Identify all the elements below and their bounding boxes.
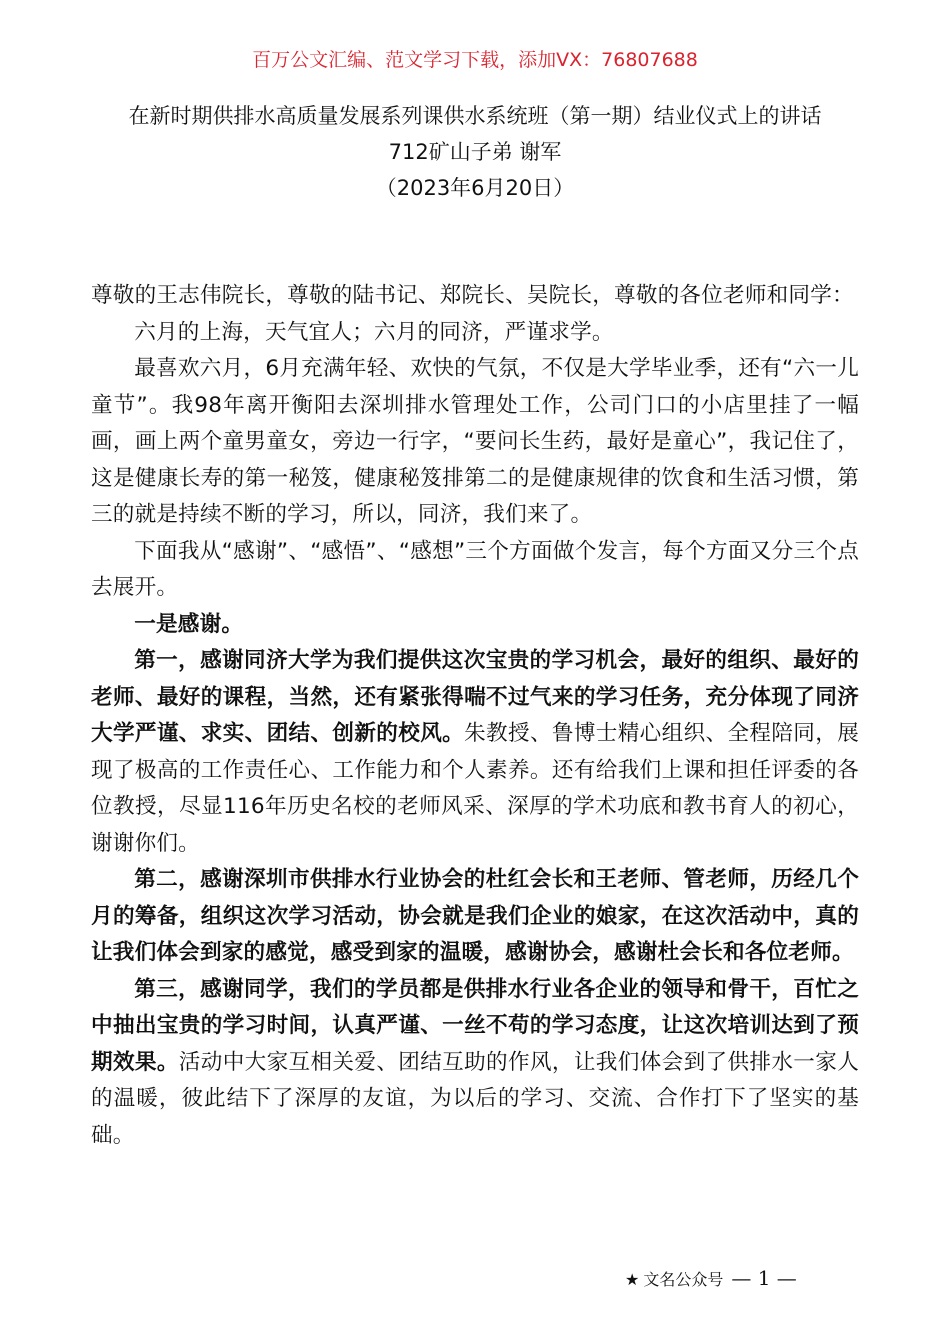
page-number: — 1 — [731, 1266, 797, 1290]
star-icon: ★ [625, 1270, 640, 1289]
download-banner: 百万公文汇编、范文学习下载，添加VX：76807688 [252, 49, 698, 71]
date-line: （2023年6月20日） [375, 176, 575, 200]
paragraph-thanks-1-rest: 朱教授、鲁博士精心组织、全程陪同，展现了极高的工作责任心、工作能力和个人素养。还有给我们上课和担任评委的各位教授，尽显116年历史名校的老师风采、深厚的学术功底和教书育人的初心，谢谢你们。 [91, 721, 859, 856]
paragraph-thanks-1-bold: 第一，感谢同济大学为我们提供这次宝贵的学习机会，最好的组织、最好的老师、最好的课程，当然，还有紧张得喘不过气来的学习任务，充分体现了同济大学严谨、求实、团结、创新的校风。 [91, 648, 859, 746]
page-footer [625, 1266, 797, 1292]
salutation: 尊敬的王志伟院长，尊敬的陆书记、郑院长、吴院长，尊敬的各位老师和同学： [91, 283, 854, 308]
paragraph-3: 下面我从“感谢”、“感悟”、“感想”三个方面做个发言，每个方面又分三个点去展开。 [91, 538, 859, 600]
paragraph-thanks-1 [91, 643, 859, 862]
footer-label: 文名公众号 [643, 1270, 724, 1289]
paragraph-thanks-3-bold: 第三，感谢同学，我们的学员都是供排水行业各企业的领导和骨干，百忙之中抽出宝贵的学习时间，认真严谨、一丝不苟的学习态度，让这次培训达到了预期效果。 [91, 976, 859, 1075]
paragraph-thanks-3-rest: 活动中大家互相关爱、团结互助的作风，让我们体会到了供排水一家人的温暖，彼此结下了深厚的友谊，为以后的学习、交流、合作打下了坚实的基础。 [91, 1049, 859, 1148]
document-header [60, 98, 890, 206]
speech-body [91, 278, 859, 1154]
author-line: 712矿山子弟 谢军 [388, 140, 562, 164]
paragraph-thanks-2: 第二，感谢深圳市供排水行业协会的杜红会长和王老师、管老师，历经几个月的筹备，组织这次学习活动，协会就是我们企业的娘家，在这次活动中，真的让我们体会到家的感觉，感受到家的温暖，感谢协会，感谢杜会长和各位老师。 [91, 867, 859, 965]
paragraph-1: 六月的上海，天气宜人；六月的同济，严谨求学。 [134, 319, 614, 345]
paragraph-thanks-3 [91, 972, 859, 1155]
document-title: 在新时期供排水高质量发展系列课供水系统班（第一期）结业仪式上的讲话 [128, 104, 822, 128]
section-heading-thanks: 一是感谢。 [134, 611, 244, 637]
paragraph-2: 最喜欢六月，6月充满年轻、欢快的气氛，不仅是大学毕业季，还有“六一儿童节”。我98年离开衡阳去深圳排水管理处工作，公司门口的小店里挂了一幅画，画上两个童男童女，旁边一行字，“要问长生药，最好是童心”，我记住了，这是健康长寿的第一秘笈，健康秘笈排第二的是健康规律的饮食和生活习惯，第三的就是持续不断的学习，所以，同济，我们来了。 [91, 356, 859, 527]
